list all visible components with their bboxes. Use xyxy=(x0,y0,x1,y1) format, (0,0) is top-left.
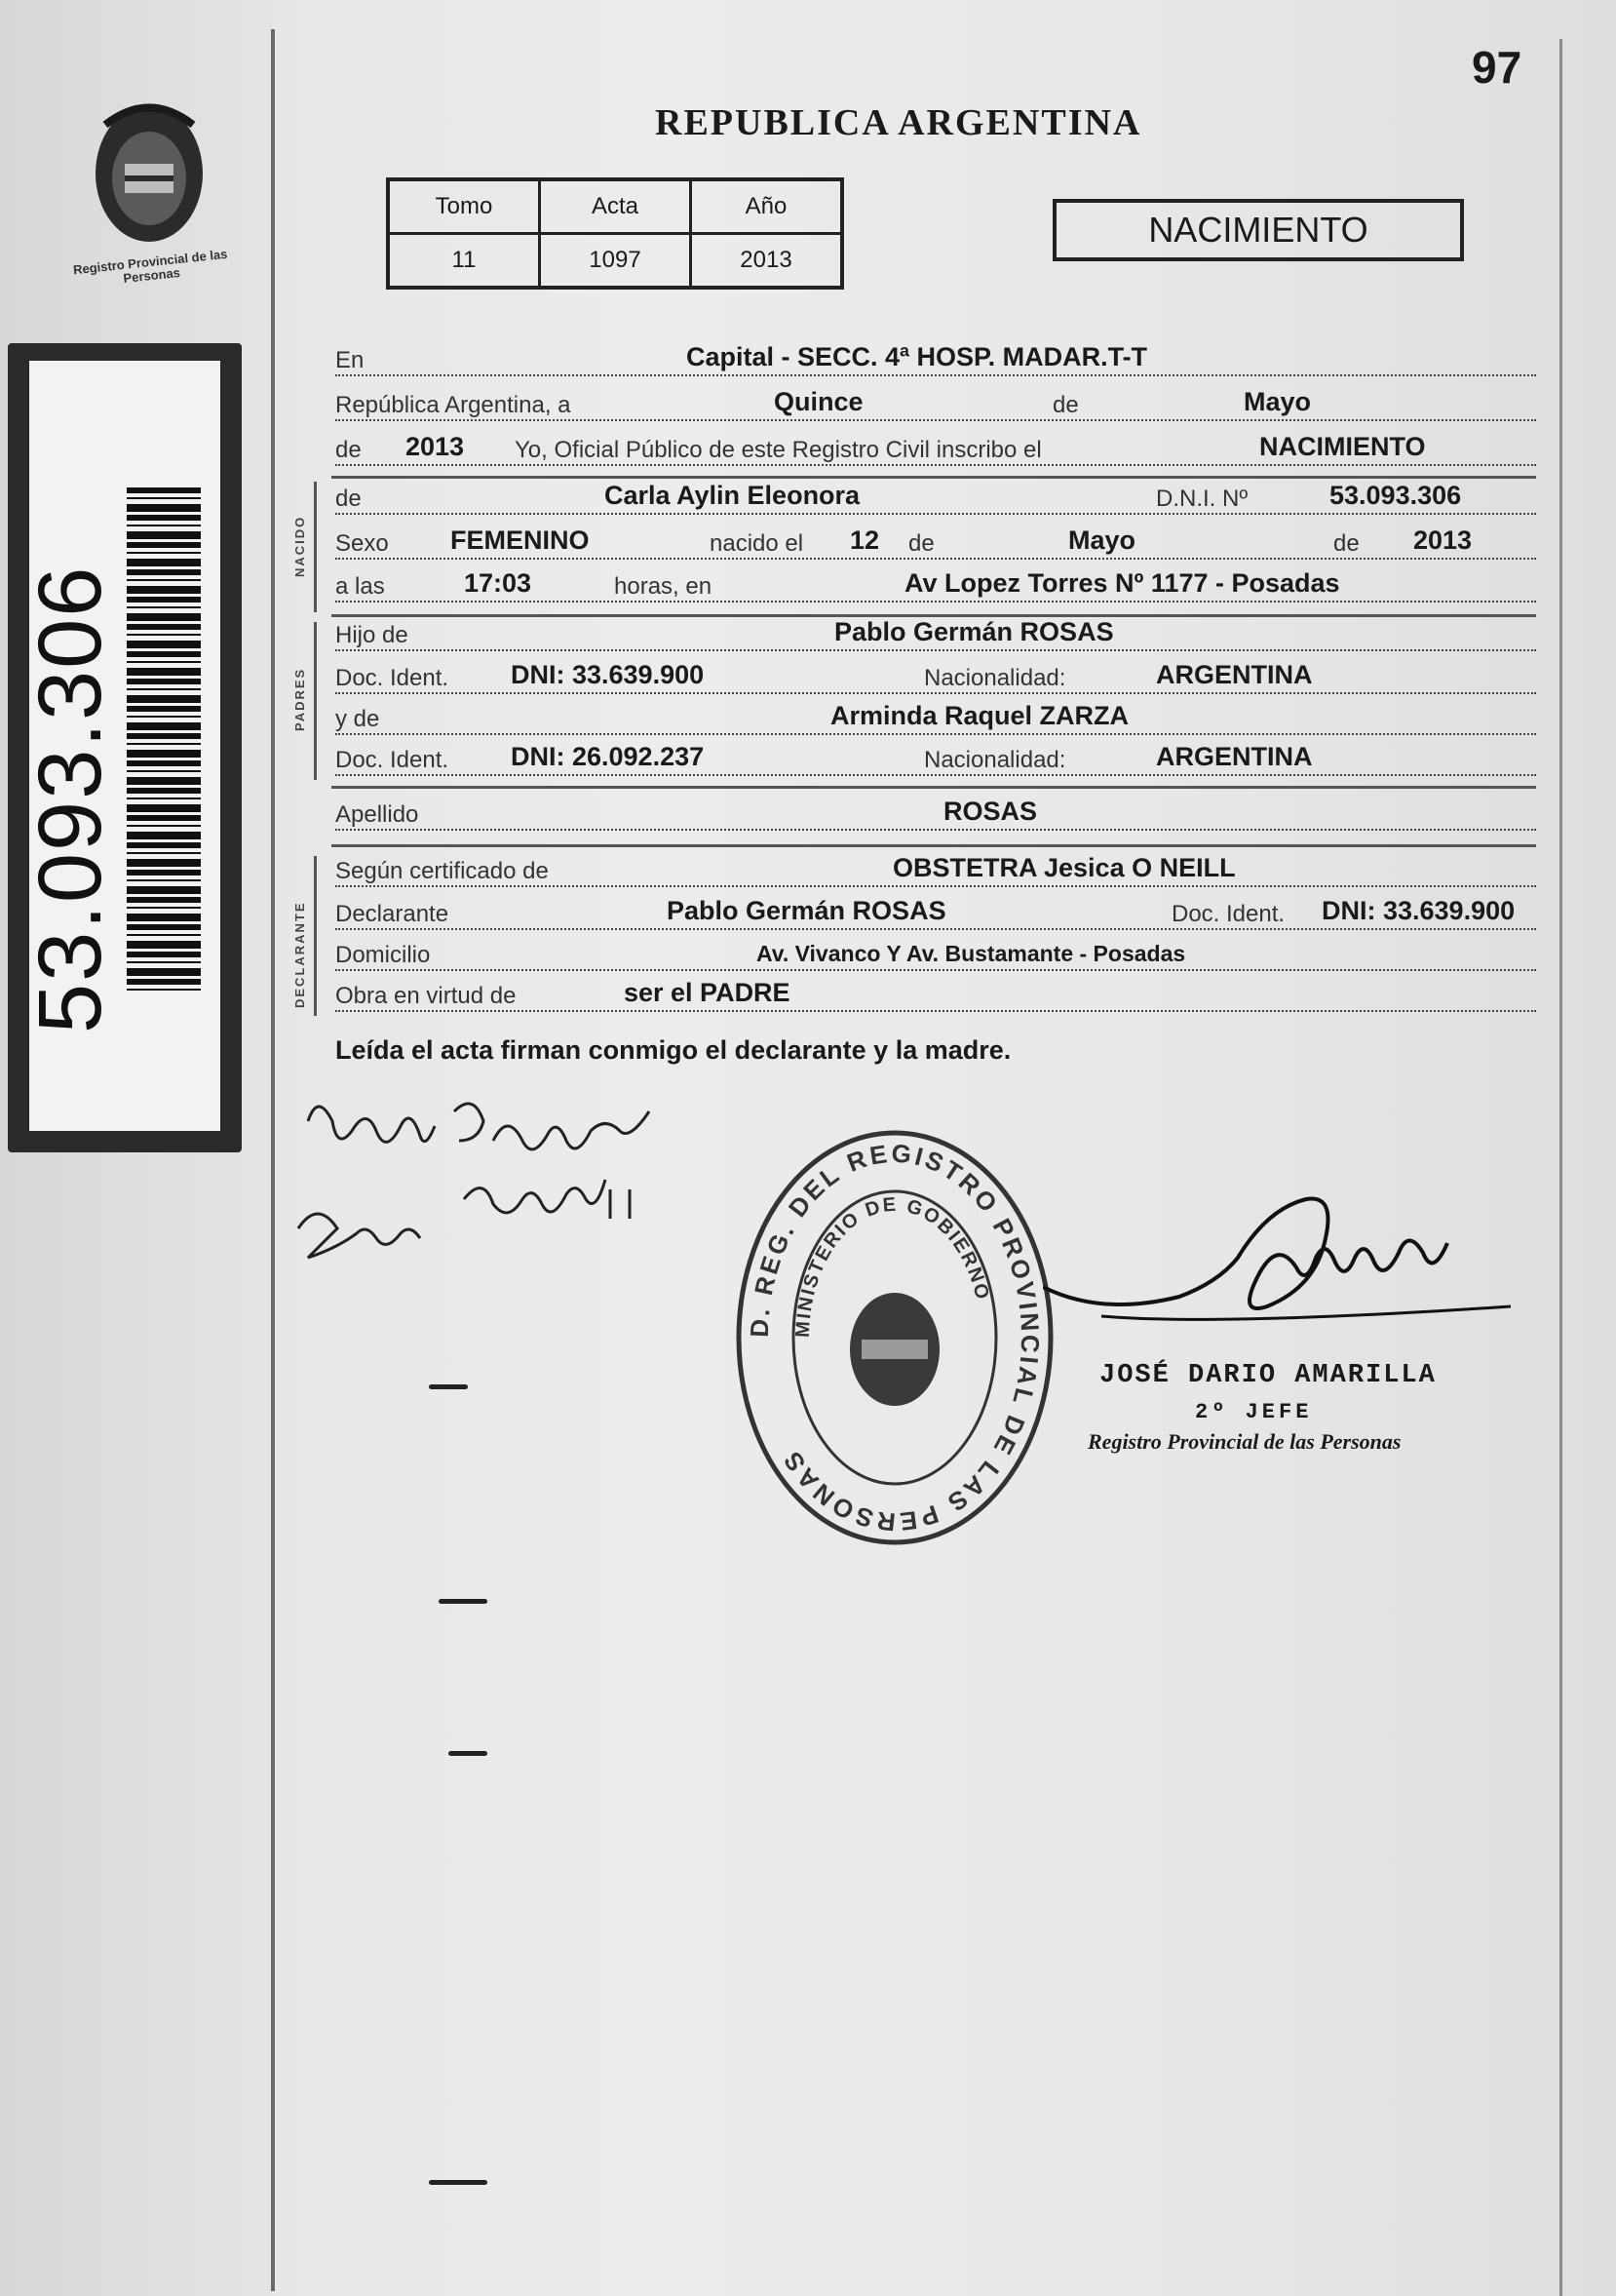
label-doc-ident-declarant: Doc. Ident. xyxy=(1172,901,1286,927)
row-mother-doc xyxy=(335,741,1536,780)
seal-outer-text: D. REG. DEL REGISTRO PROVINCIAL DE LAS PERSONAS xyxy=(744,1138,1046,1537)
scan-smudge xyxy=(439,1599,487,1604)
nacido-section-label: NACIDO xyxy=(292,515,307,577)
country-title: REPUBLICA ARGENTINA xyxy=(655,102,1142,143)
label-nacido-el: nacido el xyxy=(710,530,804,557)
row-line xyxy=(335,601,1536,603)
row-line xyxy=(335,513,1536,515)
logo-caption: Registro Provincial de las Personas xyxy=(72,246,229,286)
declarante-section-bar xyxy=(314,856,317,1016)
row-capacity xyxy=(335,977,1536,1016)
left-margin-rule xyxy=(271,29,275,2291)
row-line xyxy=(335,1010,1536,1012)
value-birth-year: 2013 xyxy=(1413,525,1473,555)
label-y-de: y de xyxy=(335,706,380,732)
label-doc-ident-father: Doc. Ident. xyxy=(335,665,449,691)
padres-section-bar xyxy=(314,622,317,780)
official-role: 2º JEFE xyxy=(1195,1400,1313,1424)
label-sexo: Sexo xyxy=(335,530,389,557)
row-line xyxy=(335,419,1536,421)
value-birth-month: Mayo xyxy=(1068,525,1136,555)
value-name: Carla Aylin Eleonora xyxy=(604,481,861,510)
row-declarant xyxy=(335,895,1536,934)
label-de: de xyxy=(1053,392,1079,418)
label-dni: D.N.I. Nº xyxy=(1156,486,1249,512)
label-hijo-de: Hijo de xyxy=(335,622,408,648)
label-republica: República Argentina, a xyxy=(335,392,571,418)
row-line xyxy=(335,774,1536,776)
row-line xyxy=(335,885,1536,887)
right-margin-rule xyxy=(1559,39,1562,2296)
section-divider xyxy=(331,476,1536,479)
value-declarant: Pablo Germán ROSAS xyxy=(667,896,946,925)
scan-smudge xyxy=(429,2180,487,2185)
value-declarant-doc: DNI: 33.639.900 xyxy=(1322,896,1516,925)
row-sex xyxy=(335,525,1536,564)
label-doc-ident-mother: Doc. Ident. xyxy=(335,747,449,773)
registry-emblem-icon xyxy=(86,96,212,252)
reference-value-acta: 1097 xyxy=(540,234,691,289)
scan-smudge xyxy=(429,1384,468,1389)
barcode-number: 53.093.306 xyxy=(20,564,120,1033)
value-sex: FEMENINO xyxy=(450,525,590,555)
row-place xyxy=(335,341,1536,380)
reference-header-acta: Acta xyxy=(540,179,691,234)
official-signature xyxy=(1043,1170,1511,1384)
row-mother xyxy=(335,700,1536,739)
row-record xyxy=(335,431,1536,470)
value-father: Pablo Germán ROSAS xyxy=(834,617,1114,646)
value-capacity: ser el PADRE xyxy=(624,978,790,1007)
reference-header-row xyxy=(388,179,842,234)
label-declarante: Declarante xyxy=(335,901,449,927)
row-line xyxy=(335,928,1536,930)
label-en: En xyxy=(335,347,365,373)
closing-statement: Leída el acta firman conmigo el declarante y la madre. xyxy=(335,1035,1012,1065)
value-day-words: Quince xyxy=(774,387,864,416)
label-segun: Según certificado de xyxy=(335,858,549,884)
page-number: 97 xyxy=(1472,42,1522,93)
value-certificate: OBSTETRA Jesica O NEILL xyxy=(893,853,1236,882)
value-place: Capital - SECC. 4ª HOSP. MADAR.T-T xyxy=(686,342,1148,371)
record-type-box: NACIMIENTO xyxy=(1053,199,1464,261)
reference-value-tomo: 11 xyxy=(388,234,540,289)
row-line xyxy=(335,374,1536,376)
label-apellido: Apellido xyxy=(335,801,419,828)
row-line xyxy=(335,969,1536,971)
row-line xyxy=(335,649,1536,651)
section-divider xyxy=(331,844,1536,847)
row-address xyxy=(335,936,1536,975)
padres-section-label: PADRES xyxy=(292,667,307,731)
section-divider xyxy=(331,786,1536,789)
reference-header-tomo: Tomo xyxy=(388,179,540,234)
row-surname xyxy=(335,796,1536,835)
row-date xyxy=(335,386,1536,425)
value-birth-day: 12 xyxy=(850,525,880,555)
value-mother: Arminda Raquel ZARZA xyxy=(830,701,1130,730)
row-father-doc xyxy=(335,659,1536,698)
label-de2: de xyxy=(908,530,935,557)
label-a-las: a las xyxy=(335,573,385,600)
row-name xyxy=(335,480,1536,519)
label-nacionalidad-father: Nacionalidad: xyxy=(924,665,1066,691)
seal-inner-text: MINISTERIO DE GOBIERNO xyxy=(791,1193,994,1339)
row-line xyxy=(335,733,1536,735)
official-office: Registro Provincial de las Personas xyxy=(1088,1429,1402,1454)
value-record: NACIMIENTO xyxy=(1259,432,1426,461)
nacido-section-bar xyxy=(314,482,317,612)
label-year-prefix: de xyxy=(335,437,362,463)
reference-value-ano: 2013 xyxy=(691,234,843,289)
scan-smudge xyxy=(448,1751,487,1756)
value-dni: 53.093.306 xyxy=(1329,481,1462,510)
row-line xyxy=(335,829,1536,831)
value-surname: ROSAS xyxy=(943,797,1038,826)
label-obra: Obra en virtud de xyxy=(335,983,517,1009)
value-month: Mayo xyxy=(1244,387,1312,416)
declarante-section-label: DECLARANTE xyxy=(292,901,307,1008)
value-year: 2013 xyxy=(405,432,465,461)
label-nacionalidad-mother: Nacionalidad: xyxy=(924,747,1066,773)
row-time xyxy=(335,567,1536,606)
reference-table xyxy=(386,177,844,290)
official-name: JOSÉ DARIO AMARILLA xyxy=(1099,1361,1437,1390)
value-mother-doc: DNI: 26.092.237 xyxy=(511,742,705,771)
row-certificate xyxy=(335,852,1536,891)
label-horas-en: horas, en xyxy=(614,573,712,600)
value-birth-place: Av Lopez Torres Nº 1177 - Posadas xyxy=(904,568,1340,598)
label-de-name: de xyxy=(335,486,362,512)
value-birth-time: 17:03 xyxy=(464,568,532,598)
reference-value-row xyxy=(388,234,842,289)
row-father xyxy=(335,616,1536,655)
row-line xyxy=(335,692,1536,694)
parents-signatures xyxy=(289,1082,795,1297)
value-father-doc: DNI: 33.639.900 xyxy=(511,660,705,689)
row-line xyxy=(335,464,1536,466)
label-oficial: Yo, Oficial Público de este Registro Civil inscribo el xyxy=(515,437,1042,463)
label-domicilio: Domicilio xyxy=(335,942,431,968)
row-line xyxy=(335,558,1536,560)
value-mother-nat: ARGENTINA xyxy=(1156,742,1313,771)
reference-header-ano: Año xyxy=(691,179,843,234)
official-seal-icon xyxy=(729,1123,1060,1552)
label-de3: de xyxy=(1333,530,1360,557)
value-address: Av. Vivanco Y Av. Bustamante - Posadas xyxy=(756,941,1186,966)
value-father-nat: ARGENTINA xyxy=(1156,660,1313,689)
barcode-bars xyxy=(127,487,201,994)
